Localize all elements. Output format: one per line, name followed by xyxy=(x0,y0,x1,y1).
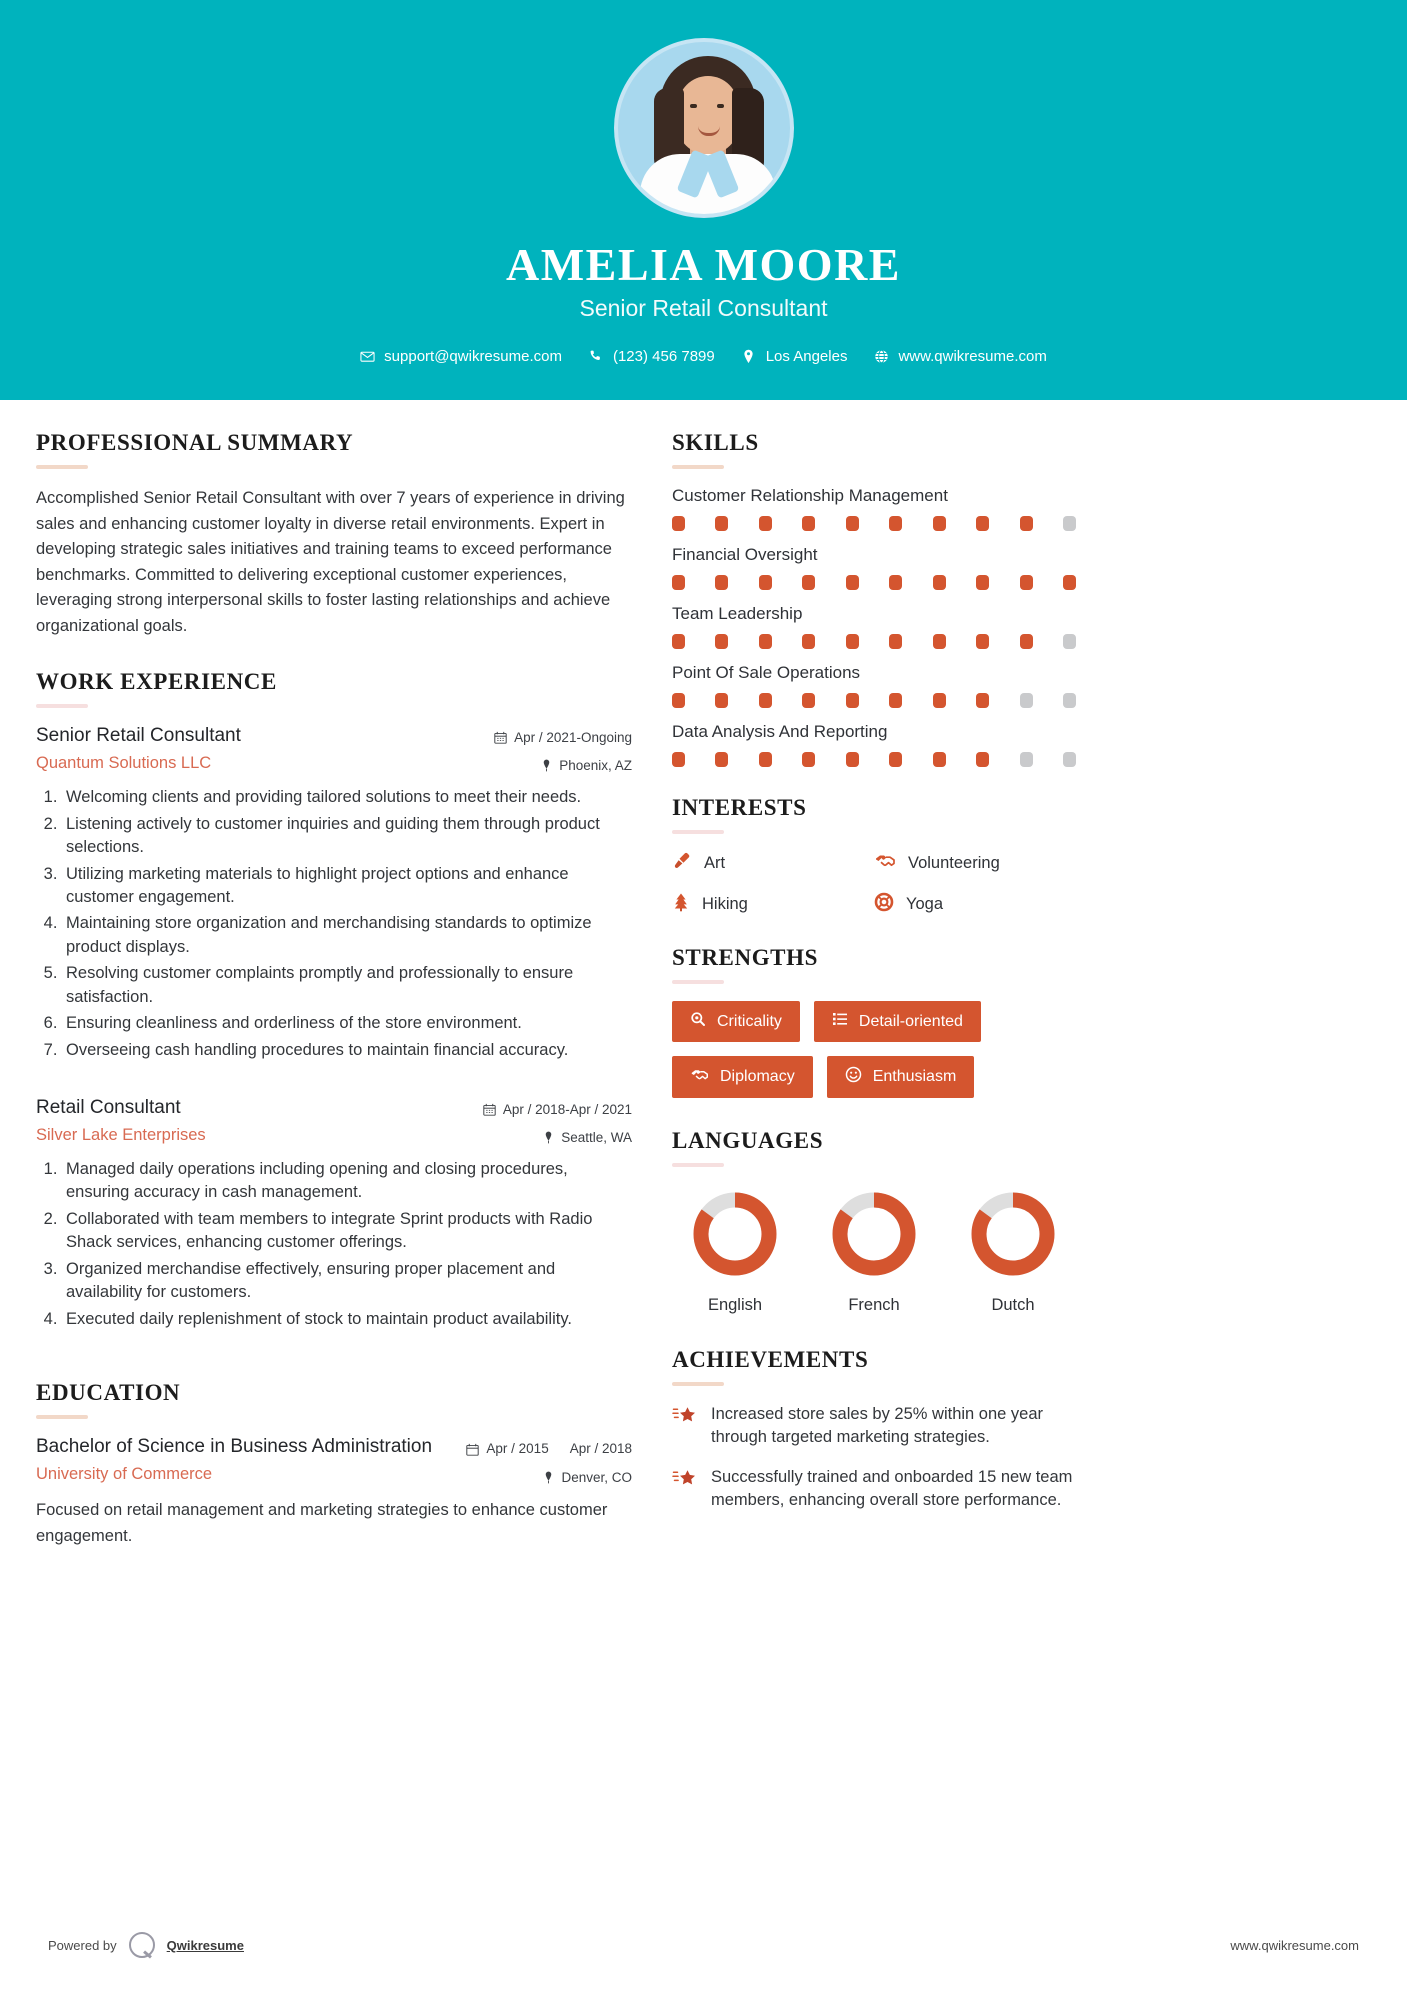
interest-label: Yoga xyxy=(906,895,944,913)
job-dates xyxy=(457,730,632,745)
skill-dot xyxy=(976,752,989,767)
section-achievements xyxy=(672,1347,1076,1513)
skill-dot xyxy=(1063,575,1076,590)
skill-dot xyxy=(672,693,685,708)
job-bullets xyxy=(62,786,632,1062)
interest-label: Art xyxy=(704,854,726,872)
skill-dot xyxy=(672,516,685,531)
skill-dot xyxy=(889,752,902,767)
language-item xyxy=(819,1188,929,1315)
skill-dot xyxy=(1020,575,1033,590)
job-bullets xyxy=(62,1158,632,1331)
language-donut-chart xyxy=(967,1188,1059,1280)
job-company: Silver Lake Enterprises xyxy=(36,1126,206,1145)
page-title: AMELIA MOORE xyxy=(506,239,901,290)
skill-dot xyxy=(715,752,728,767)
skill-row xyxy=(672,545,1076,590)
skill-dot xyxy=(976,693,989,708)
skill-dot xyxy=(1020,693,1033,708)
skill-dot xyxy=(802,516,815,531)
section-rule xyxy=(672,830,724,834)
strength-badge-criticality[interactable] xyxy=(672,1001,800,1042)
contact-email-text: support@qwikresume.com xyxy=(384,348,562,365)
job-role: Retail Consultant xyxy=(36,1097,181,1119)
skill-row xyxy=(672,604,1076,649)
skill-dot xyxy=(889,516,902,531)
qwikresume-logo-icon xyxy=(129,1932,155,1958)
skill-dot xyxy=(933,693,946,708)
calendar-icon xyxy=(466,1443,479,1456)
list-item: 3. Utilizing marketing materials to highlight project options and enhance customer engagement. xyxy=(62,863,632,910)
avatar xyxy=(614,38,794,218)
interests-grid xyxy=(672,851,1076,917)
skill-dot xyxy=(1020,752,1033,767)
skill-dot xyxy=(933,516,946,531)
strength-badge-diplomacy[interactable] xyxy=(672,1056,813,1098)
section-skills xyxy=(672,430,1076,767)
skill-dot xyxy=(802,693,815,708)
pin-icon xyxy=(543,1131,554,1144)
list-icon xyxy=(832,1011,848,1032)
interest-label: Hiking xyxy=(702,895,748,913)
pin-icon xyxy=(541,759,552,772)
education-date-start: Apr / 2015 xyxy=(486,1440,549,1456)
contact-email[interactable] xyxy=(351,348,571,365)
job-dates xyxy=(457,1102,632,1117)
skill-dot xyxy=(846,575,859,590)
handshake-icon xyxy=(690,1067,709,1088)
job-dates-text: Apr / 2018-Apr / 2021 xyxy=(502,1102,632,1118)
job-location xyxy=(457,758,632,773)
education-date-end: Apr / 2018 xyxy=(569,1440,632,1456)
footer xyxy=(0,1932,1407,1958)
resume-header xyxy=(0,0,1407,400)
section-rule xyxy=(672,1163,724,1167)
list-item: 1. Managed daily operations including opening and closing procedures, ensuring accuracy in cash management. xyxy=(62,1158,632,1205)
work-entry xyxy=(36,725,632,1062)
section-strengths xyxy=(672,945,1076,1098)
language-item xyxy=(680,1188,790,1315)
contact-website[interactable] xyxy=(865,348,1055,365)
list-item: 6. Ensuring cleanliness and orderliness of the store environment. xyxy=(62,1012,632,1035)
list-item: 4. Maintaining store organization and merchandising standards to optimize product displays. xyxy=(62,912,632,959)
skill-dot xyxy=(846,516,859,531)
star-icon xyxy=(672,1468,698,1495)
section-education xyxy=(36,1380,632,1549)
education-dates xyxy=(457,1441,632,1457)
work-heading: WORK EXPERIENCE xyxy=(36,669,277,695)
calendar-icon xyxy=(494,731,507,744)
list-item: 2. Collaborated with team members to integrate Sprint products with Radio Shack services, enhancing customer offerings. xyxy=(62,1208,632,1255)
skill-dot xyxy=(715,575,728,590)
skill-dot xyxy=(802,634,815,649)
handshake-icon xyxy=(874,852,896,875)
language-label: Dutch xyxy=(991,1296,1035,1314)
section-professional-summary xyxy=(36,430,632,639)
skill-dot xyxy=(933,575,946,590)
skill-dot xyxy=(715,693,728,708)
calendar-icon xyxy=(483,1103,496,1116)
phone-icon xyxy=(589,349,604,364)
list-item: 3. Organized merchandise effectively, ensuring proper placement and availability for customers. xyxy=(62,1258,632,1305)
interest-item xyxy=(874,851,1076,876)
footer-powered-by: Powered by xyxy=(48,1937,117,1953)
skill-dot xyxy=(976,516,989,531)
strength-label: Enthusiasm xyxy=(872,1068,957,1085)
paintbrush-icon xyxy=(672,851,692,876)
tree-icon xyxy=(672,892,690,917)
summary-heading: PROFESSIONAL SUMMARY xyxy=(36,430,354,455)
interests-heading: INTERESTS xyxy=(672,795,807,820)
skill-dot xyxy=(672,575,685,590)
job-location xyxy=(457,1130,632,1145)
skill-dot xyxy=(759,634,772,649)
skill-dot xyxy=(889,634,902,649)
achievement-item xyxy=(672,1403,1076,1450)
smiley-icon xyxy=(845,1066,862,1088)
education-heading: EDUCATION xyxy=(36,1379,181,1405)
contact-phone-text: (123) 456 7899 xyxy=(612,348,715,365)
language-item xyxy=(958,1188,1068,1315)
skill-dot xyxy=(802,752,815,767)
achievement-item xyxy=(672,1466,1076,1513)
work-entry xyxy=(36,1097,632,1331)
strength-badge-detail-oriented[interactable] xyxy=(814,1001,981,1042)
envelope-icon xyxy=(360,349,375,364)
section-rule xyxy=(672,1382,724,1386)
skill-dot xyxy=(1063,693,1076,708)
skills-heading: SKILLS xyxy=(672,430,759,455)
interest-item xyxy=(672,851,874,876)
section-work-experience xyxy=(36,669,632,1331)
education-location-text: Denver, CO xyxy=(561,1470,632,1486)
achievement-text: Successfully trained and onboarded 15 new team members, enhancing overall store performance. xyxy=(711,1467,1073,1510)
skills-list xyxy=(672,486,1076,767)
skill-dot xyxy=(715,516,728,531)
section-interests xyxy=(672,795,1076,917)
skill-dot xyxy=(933,634,946,649)
contact-row xyxy=(351,348,1056,365)
skill-row xyxy=(672,722,1076,767)
skill-dot xyxy=(802,575,815,590)
achievement-text: Increased store sales by 25% within one year through targeted marketing strategies. xyxy=(711,1405,1044,1447)
interest-item xyxy=(672,892,874,917)
skill-row xyxy=(672,663,1076,708)
skill-dot xyxy=(759,752,772,767)
skill-level-meter xyxy=(672,752,1076,767)
header-job-title: Senior Retail Consultant xyxy=(579,295,828,321)
section-languages xyxy=(672,1128,1076,1315)
language-donut-chart xyxy=(689,1188,781,1280)
pin-icon xyxy=(543,1471,554,1484)
left-column xyxy=(36,430,632,1549)
education-location xyxy=(457,1470,632,1485)
globe-icon xyxy=(874,349,889,364)
skill-name: Point Of Sale Operations xyxy=(672,663,861,682)
job-dates-text: Apr / 2021-Ongoing xyxy=(514,730,632,746)
interest-label: Volunteering xyxy=(908,854,1000,872)
skill-name: Team Leadership xyxy=(672,604,803,623)
strengths-list xyxy=(672,1001,1076,1098)
skill-name: Financial Oversight xyxy=(672,545,818,564)
skill-row xyxy=(672,486,1076,531)
languages-heading: LANGUAGES xyxy=(672,1128,824,1153)
skill-dot xyxy=(889,575,902,590)
skill-dot xyxy=(1063,516,1076,531)
skill-dot xyxy=(976,634,989,649)
languages-list xyxy=(672,1184,1076,1315)
strength-label: Detail-oriented xyxy=(858,1012,963,1030)
skill-level-meter xyxy=(672,516,1076,531)
job-company: Quantum Solutions LLC xyxy=(36,754,212,773)
education-degree: Bachelor of Science in Business Administration xyxy=(36,1435,433,1457)
section-rule xyxy=(36,704,88,708)
skill-dot xyxy=(846,752,859,767)
strength-label: Criticality xyxy=(717,1012,782,1030)
skill-dot xyxy=(846,634,859,649)
section-rule xyxy=(672,980,724,984)
right-column xyxy=(672,430,1076,1549)
list-item: 4. Executed daily replenishment of stock to maintain product availability. xyxy=(62,1308,632,1331)
skill-dot xyxy=(759,575,772,590)
list-item: 2. Listening actively to customer inquiries and guiding them through product selections. xyxy=(62,813,632,860)
job-location-text: Phoenix, AZ xyxy=(559,758,632,774)
skill-dot xyxy=(889,693,902,708)
skill-name: Data Analysis And Reporting xyxy=(672,722,888,741)
skill-dot xyxy=(1063,634,1076,649)
language-donut-chart xyxy=(828,1188,920,1280)
section-rule xyxy=(36,465,88,469)
contact-location-text: Los Angeles xyxy=(765,348,848,365)
interest-item xyxy=(874,892,1076,917)
job-role: Senior Retail Consultant xyxy=(36,725,241,747)
footer-brand-link[interactable]: Qwikresume xyxy=(166,1937,244,1953)
skill-dot xyxy=(933,752,946,767)
language-label: French xyxy=(848,1296,900,1314)
skill-dot xyxy=(672,752,685,767)
job-location-text: Seattle, WA xyxy=(561,1130,632,1146)
contact-phone[interactable] xyxy=(580,348,724,365)
star-icon xyxy=(672,1405,698,1432)
footer-website: www.qwikresume.com xyxy=(1230,1937,1359,1953)
list-item: 7. Overseeing cash handling procedures to maintain financial accuracy. xyxy=(62,1039,632,1062)
language-label: English xyxy=(707,1296,763,1314)
strength-label: Diplomacy xyxy=(720,1068,795,1085)
list-item: 5. Resolving customer complaints promptly and professionally to ensure satisfaction. xyxy=(62,962,632,1009)
achievements-heading: ACHIEVEMENTS xyxy=(672,1347,869,1372)
contact-location[interactable] xyxy=(733,348,857,365)
skill-level-meter xyxy=(672,575,1076,590)
skill-dot xyxy=(1020,634,1033,649)
map-pin-icon xyxy=(742,349,757,364)
education-description: Focused on retail management and marketing strategies to enhance customer engagement. xyxy=(36,1501,608,1545)
skill-level-meter xyxy=(672,634,1076,649)
skill-dot xyxy=(1063,752,1076,767)
strength-badge-enthusiasm[interactable] xyxy=(827,1056,975,1098)
lifebuoy-icon xyxy=(874,892,894,917)
summary-text: Accomplished Senior Retail Consultant with over 7 years of experience in driving sales and enhancing customer loyalty in diverse retail environments. Expert in developing strategic sales initiatives and training teams to exceed performance benchmarks. Committed to delivering exceptional customer experiences, leveraging strong interpersonal skills to foster lasting relationships and achieve organizational goals. xyxy=(36,489,625,635)
section-rule xyxy=(36,1415,88,1419)
strengths-heading: STRENGTHS xyxy=(672,945,819,970)
section-rule xyxy=(672,465,724,469)
skill-dot xyxy=(1020,516,1033,531)
skill-dot xyxy=(976,575,989,590)
education-school: University of Commerce xyxy=(36,1464,213,1483)
resume-body xyxy=(0,400,1407,1549)
skill-dot xyxy=(759,516,772,531)
skill-dot xyxy=(672,634,685,649)
skill-level-meter xyxy=(672,693,1076,708)
skill-dot xyxy=(715,634,728,649)
skill-dot xyxy=(846,693,859,708)
contact-website-text: www.qwikresume.com xyxy=(898,348,1047,365)
list-item: 1. Welcoming clients and providing tailored solutions to meet their needs. xyxy=(62,786,632,809)
search-icon xyxy=(690,1011,706,1032)
skill-dot xyxy=(759,693,772,708)
skill-name: Customer Relationship Management xyxy=(672,486,948,505)
